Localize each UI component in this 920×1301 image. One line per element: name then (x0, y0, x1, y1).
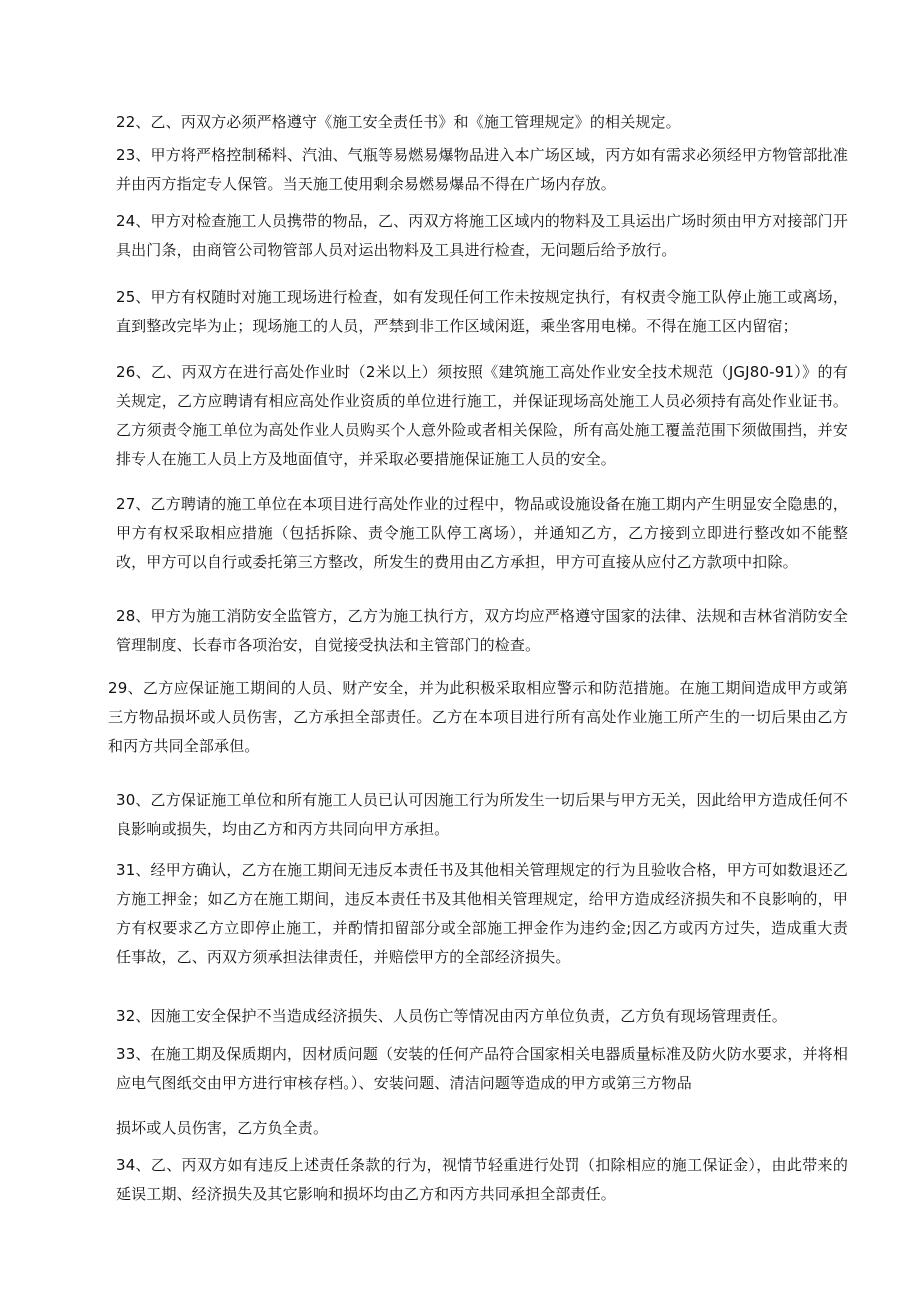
clause-33-continued (88, 1114, 848, 1143)
clause-22 (88, 108, 848, 137)
clause-24-text: 24、甲方对检查施工人员携带的物品，乙、丙双方将施工区域内的物料及工具运出广场时须由甲方对接部门开具出门条，由商管公司物管部人员对运出物料及工具进行检查，无问题后给予放行。 (116, 212, 848, 259)
clause-34-text: 34、乙、丙双方如有违反上述责任条款的行为，视情节轻重进行处罚（扣除相应的施工保证金），由此带来的延误工期、经济损失及其它影响和损坏均由乙方和丙方共同承担全部责任。 (116, 1156, 848, 1203)
clause-28-text: 28、甲方为施工消防安全监管方，乙方为施工执行方，双方均应严格遵守国家的法律、法规和吉林省消防安全管理制度、长春市各项治安，自觉接受执法和主管部门的检查。 (116, 607, 848, 654)
clause-26-text: 26、乙、丙双方在进行高处作业时（2米以上）须按照《建筑施工高处作业安全技术规范（JGJ80-91）》的有关规定，乙方应聘请有相应高处作业资质的单位进行施工，并保证现场高处施工人员必须持有高处作业证书。乙方须责令施工单位为高处作业人员购买个人意外险或者相关保险，所有高处施工覆盖范围下须做围挡，并安排专人在施工人员上方及地面值守，并采取必要措施保证施工人员的安全。 (116, 363, 848, 468)
clause-22-text: 22、乙、丙双方必须严格遵守《施工安全责任书》和《施工管理规定》的相关规定。 (116, 113, 681, 131)
clause-25-text: 25、甲方有权随时对施工现场进行检查，如有发现任何工作未按规定执行，有权责令施工队停止施工或离场，直到整改完毕为止；现场施工的人员，严禁到非工作区域闲逛，乘坐客用电梯。不得在施工区内留宿； (116, 288, 848, 335)
clause-34 (88, 1151, 848, 1209)
clause-32-text: 32、因施工安全保护不当造成经济损失、人员伤亡等情况由丙方单位负责，乙方负有现场管理责任。 (116, 1007, 787, 1025)
clause-23-text: 23、甲方将严格控制稀料、汽油、气瓶等易燃易爆物品进入本广场区域，丙方如有需求必须经甲方物管部批准并由丙方指定专人保管。当天施工使用剩余易燃易爆品不得在广场内存放。 (116, 146, 848, 193)
clause-31-text: 31、经甲方确认，乙方在施工期间无违反本责任书及其他相关管理规定的行为且验收合格，甲方可如数退还乙方施工押金；如乙方在施工期间，违反本责任书及其他相关管理规定，给甲方造成经济损失和不良影响的，甲方有权要求乙方立即停止施工，并酌情扣留部分或全部施工押金作为违约金;因乙方或丙方过失，造成重大责任事故，乙、丙双方须承担法律责任，并赔偿甲方的全部经济损失。 (116, 861, 848, 966)
clause-30-text: 30、乙方保证施工单位和所有施工人员已认可因施工行为所发生一切后果与甲方无关，因此给甲方造成任何不良影响或损失，均由乙方和丙方共同向甲方承担。 (116, 791, 848, 838)
clause-26 (88, 358, 848, 474)
clause-33-continued-text: 损坏或人员伤害，乙方负全责。 (116, 1119, 329, 1137)
clause-31 (88, 856, 848, 972)
clause-27 (88, 490, 848, 577)
clause-32 (88, 1002, 848, 1031)
clause-24 (88, 207, 848, 265)
clause-23 (88, 141, 848, 199)
clause-30 (88, 786, 848, 844)
clause-25 (88, 283, 848, 341)
clause-29-text: 29、乙方应保证施工期间的人员、财产安全，并为此积极采取相应警示和防范措施。在施工期间造成甲方或第三方物品损坏或人员伤害，乙方承担全部责任。乙方在本项目进行所有高处作业施工所产生的一切后果由乙方和丙方共同全部承但。 (108, 679, 848, 755)
clause-29 (88, 674, 848, 761)
clause-33-text: 33、在施工期及保质期内，因材质问题（安装的任何产品符合国家相关电器质量标准及防火防水要求，并将相应电气图纸交由甲方进行审核存档。）、安装问题、清洁问题等造成的甲方或第三方物品 (116, 1045, 848, 1092)
clause-33 (88, 1040, 848, 1098)
clause-27-text: 27、乙方聘请的施工单位在本项目进行高处作业的过程中，物品或设施设备在施工期内产生明显安全隐患的，甲方有权采取相应措施（包括拆除、责令施工队停工离场），并通知乙方，乙方接到立即进行整改如不能整改，甲方可以自行或委托第三方整改，所发生的费用由乙方承担，甲方可直接从应付乙方款项中扣除。 (116, 495, 848, 571)
clause-28 (88, 602, 848, 660)
